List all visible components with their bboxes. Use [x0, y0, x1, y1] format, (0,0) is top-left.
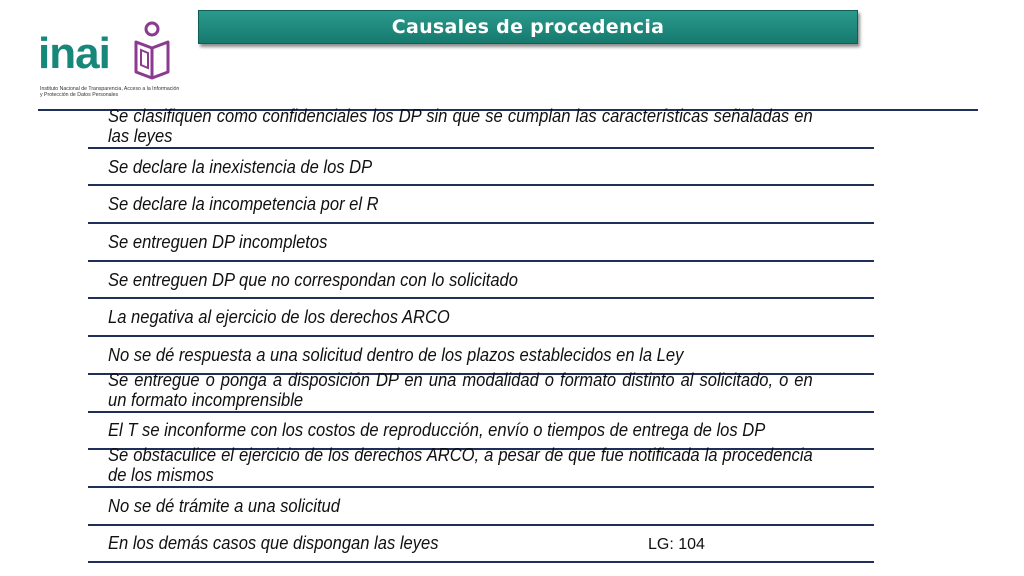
row-text: No se dé trámite a una solicitud — [108, 495, 340, 516]
inai-logo — [38, 20, 188, 106]
logo-caption: Instituto Nacional de Transparencia, Acceso a la Información y Protección de Datos Personales — [40, 86, 180, 99]
logo-wordmark: inai — [38, 29, 110, 78]
row-text: En los demás casos que dispongan las leyes — [108, 533, 439, 554]
person-book-icon — [132, 20, 172, 80]
table-row — [88, 526, 874, 564]
legal-reference: LG: 104 — [648, 536, 705, 553]
row-text: No se dé respuesta a una solicitud dentro de los plazos establecidos en la Ley — [108, 344, 684, 365]
table-row — [88, 445, 874, 488]
causales-table — [88, 105, 874, 563]
table-row — [88, 186, 874, 224]
row-text: Se declare la inexistencia de los DP — [108, 156, 373, 177]
row-text: Se obstaculice el ejercicio de los derechos ARCO, a pesar de que fue notificada la procedencia de los mismos — [108, 445, 813, 486]
table-row — [88, 488, 874, 526]
row-text: La negativa al ejercicio de los derechos ARCO — [108, 307, 450, 328]
row-text: Se declare la incompetencia por el R — [108, 194, 379, 215]
table-row — [88, 224, 874, 262]
table-row — [88, 105, 874, 149]
row-text: Se entregue o ponga a disposición DP en una modalidad o formato distinto al solicitado, o en un formato incomprensible — [108, 369, 813, 410]
table-row — [88, 299, 874, 337]
row-text: Se entreguen DP incompletos — [108, 231, 328, 252]
table-row — [88, 262, 874, 300]
table-row — [88, 369, 874, 413]
row-text: El T se inconforme con los costos de reproducción, envío o tiempos de entrega de los DP — [108, 420, 766, 441]
row-text: Se entreguen DP que no correspondan con lo solicitado — [108, 269, 518, 290]
row-text: Se clasifiquen como confidenciales los DP sin que se cumplan las características señaladas en las leyes — [108, 105, 813, 146]
table-row — [88, 149, 874, 187]
page-title: Causales de procedencia — [198, 10, 858, 44]
